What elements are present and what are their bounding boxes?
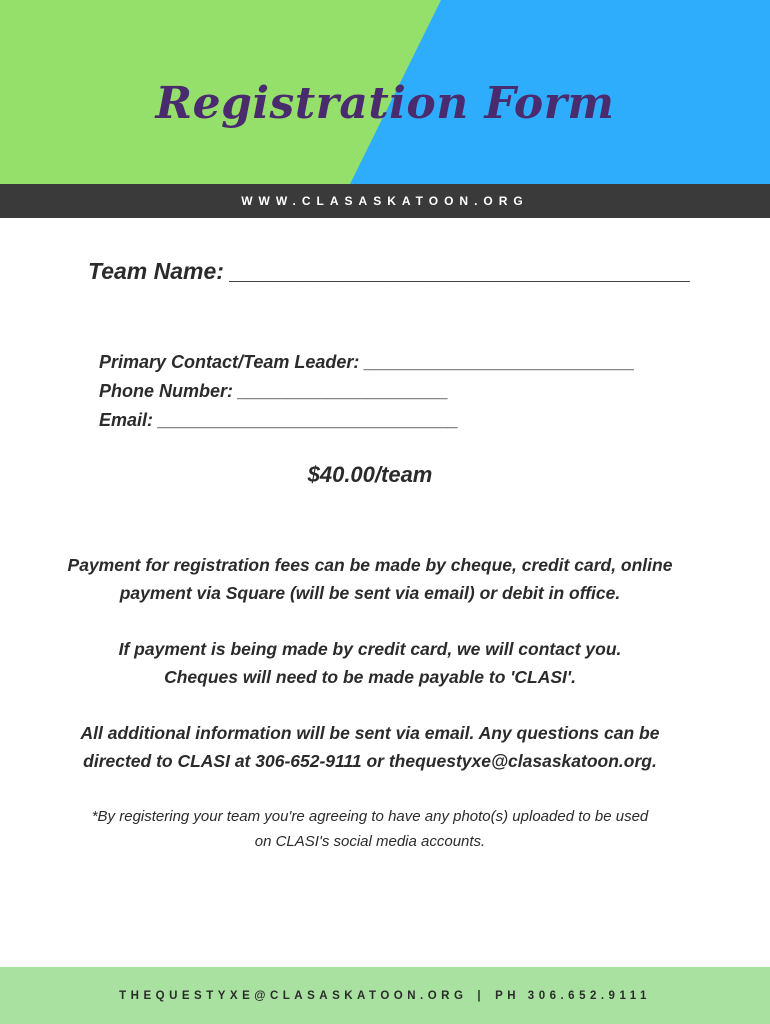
- footer-separator: |: [477, 989, 486, 1002]
- website-bar: [0, 184, 770, 218]
- footer-email[interactable]: THEQUESTYXE@CLASASKATOON.ORG: [119, 989, 468, 1002]
- payment-line-2: payment via Square (will be sent via email) or debit in office.: [119, 583, 621, 603]
- footer-phone: PH 306.652.9111: [495, 989, 651, 1002]
- credit-line-1: If payment is being made by credit card, we will contact you.: [118, 639, 622, 659]
- info-paragraph: [35, 719, 705, 775]
- primary-contact-field: Primary Contact/Team Leader: ___________________________: [99, 352, 635, 372]
- info-line-1: All additional information will be sent via email. Any questions can be: [80, 723, 660, 743]
- email-field: Email: ______________________________: [99, 410, 459, 430]
- footer-bar: [0, 967, 770, 1024]
- contact-fields: [99, 348, 719, 435]
- photo-consent-note: [35, 804, 705, 854]
- payment-line-1: Payment for registration fees can be made by cheque, credit card, online: [67, 555, 673, 575]
- note-line-2: on CLASI's social media accounts.: [254, 833, 486, 850]
- header-banner: [0, 0, 770, 184]
- team-name-field: Team Name: ____________________________________: [88, 258, 691, 284]
- credit-line-2: Cheques will need to be made payable to 'CLASI'.: [164, 667, 576, 687]
- phone-number-field: Phone Number: _____________________: [99, 381, 449, 401]
- form-title: Registration Form: [155, 78, 615, 129]
- website-url[interactable]: WWW.CLASASKATOON.ORG: [241, 194, 529, 208]
- info-line-2: directed to CLASI at 306-652-9111 or thequestyxe@clasaskatoon.org.: [83, 751, 657, 771]
- note-line-1: *By registering your team you're agreeing to have any photo(s) uploaded to be used: [91, 808, 649, 825]
- credit-card-paragraph: [35, 635, 705, 691]
- registration-price: $40.00/team: [307, 462, 433, 487]
- payment-paragraph: [35, 551, 705, 607]
